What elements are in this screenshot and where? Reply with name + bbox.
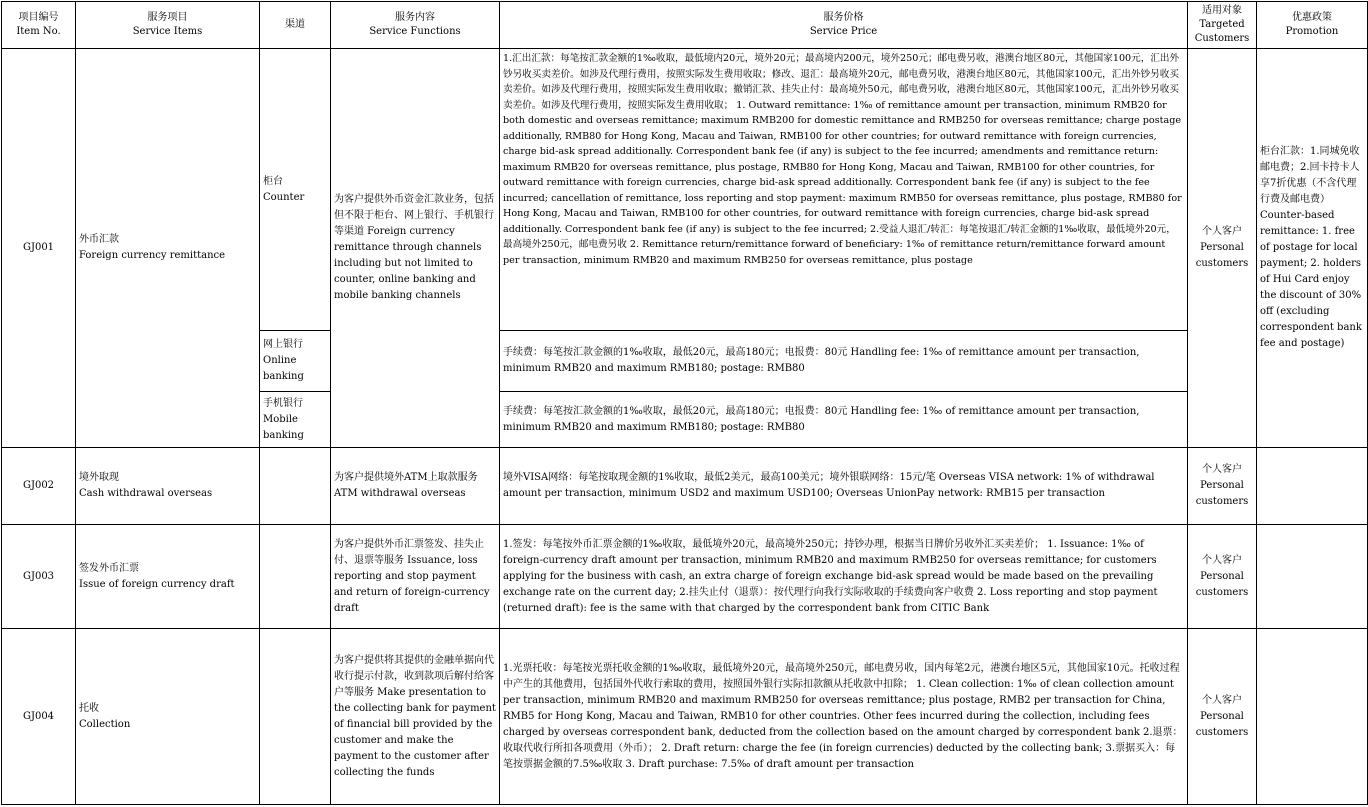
target-customer-cell: 个人客户 Personal customers <box>1188 525 1257 629</box>
table-row <box>2 49 1368 331</box>
item-no-cell: GJ002 <box>2 448 76 525</box>
promotion-cell <box>1257 448 1368 525</box>
table-row <box>2 525 1368 629</box>
channel-cell: 手机银行 Mobile banking <box>260 392 331 448</box>
service-price-cell: 1.光票托收：每笔按光票托收金额的1‰收取，最低境外20元，最高境外250元，邮电费另收，国内每笔2元，港澳台地区5元，其他国家10元。托收过程中产生的其他费用，包括国外代收行索取的费用，按照国外银行实际扣款额从托收款中扣除； 1. Clean collection: 1‰ of clean collection amount per transaction, minimum RMB20 and maximum RMB250 for overseas remittance; plus postage, RMB2 per transaction for China, RMB5 for Hong Kong, Macau and Taiwan, RMB10 for other countries. Other fees incurred during the collection, including fees charged by overseas correspondent bank, deducted from the collection based on the amount charged by correspondent bank 2.退票：收取代收行所扣各项费用（外币）； 2. Draft return: charge the fee (in foreign currencies) deducted by the collecting bank; 3.票据买入：每笔按票据金额的7.5‰收取 3. Draft purchase: 7.5‰ of draft amount per transaction <box>500 629 1188 805</box>
header-item-no: 项目编号 Item No. <box>2 2 76 49</box>
item-no-cell: GJ001 <box>2 49 76 448</box>
service-function-cell: 为客户提供境外ATM上取款服务 ATM withdrawal overseas <box>331 448 500 525</box>
service-function-cell: 为客户提供外币汇票签发、挂失止付、退票等服务 Issuance, loss reporting and stop payment and return of foreign-currency draft <box>331 525 500 629</box>
header-targeted-customers: 适用对象 Targeted Customers <box>1188 2 1257 49</box>
promotion-cell <box>1257 525 1368 629</box>
channel-cell <box>260 448 331 525</box>
header-service-items: 服务项目 Service Items <box>76 2 260 49</box>
channel-cell: 柜台 Counter <box>260 49 331 331</box>
target-customer-cell: 个人客户 Personal customers <box>1188 49 1257 448</box>
header-service-functions: 服务内容 Service Functions <box>331 2 500 49</box>
table-row <box>2 629 1368 805</box>
header-promotion: 优惠政策 Promotion <box>1257 2 1368 49</box>
service-price-cell: 境外VISA网络：每笔按取现金额的1%收取，最低2美元，最高100美元；境外银联网络：15元/笔 Overseas VISA network: 1% of withdrawal amount per transaction, minimum USD2 and maximum USD100; Overseas UnionPay network: RMB15 per transaction <box>500 448 1188 525</box>
service-item-cell: 境外取现 Cash withdrawal overseas <box>76 448 260 525</box>
fee-table <box>1 1 1368 805</box>
target-customer-cell: 个人客户 Personal customers <box>1188 629 1257 805</box>
service-item-cell: 托收 Collection <box>76 629 260 805</box>
table-row <box>2 448 1368 525</box>
promotion-cell: 柜台汇款：1.同城免收邮电费；2.回卡持卡人享7折优惠（不含代理行费及邮电费） Counter-based remittance: 1. free of postage for local payment; 2. holders of Hui Card enjoy the discount of 30% off (excluding correspondent bank fee and postage) <box>1257 49 1368 448</box>
service-price-cell: 1.汇出汇款：每笔按汇款金额的1‰收取，最低境内20元，境外20元；最高境内200元，境外250元；邮电费另收，港澳台地区80元，其他国家100元，汇出外钞另收买卖差价。如涉及代理行费用，按照实际发生费用收取；修改、退汇：最高境外20元，邮电费另收，港澳台地区80元，其他国家100元，汇出外钞另收买卖差价。如涉及代理行费用，按照实际发生费用收取；撤销汇款、挂失止付：最高境外50元，邮电费另收，港澳台地区80元，其他国家100元，汇出外钞另收买卖差价。如涉及代理行费用，按照实际发生费用收取； 1. Outward remittance: 1‰ of remittance amount per transaction, minimum RMB20 for both domestic and overseas remittance; maximum RMB200 for domestic remittance and RMB250 for overseas remittance; charge postage additionally, RMB80 for Hong Kong, Macau and Taiwan, RMB100 for other countries; for outward remittance with foreign currencies, charge bid-ask spread additionally. Correspondent bank fee (if any) is subject to the fee incurred; amendments and remittance return: maximum RMB20 for overseas remittance, plus postage, RMB80 for Hong Kong, Macau and Taiwan, RMB100 for other countries, for outward remittance with foreign currencies, charge bid-ask spread additionally. Correspondent bank fee (if any) is subject to the fee incurred; cancellation of remittance, loss reporting and stop payment: maximum RMB50 for overseas remittance, plus postage, RMB80 for Hong Kong, Macau and Taiwan, RMB100 for other countries, for outward remittance with foreign currencies, charge bid-ask spread additionally. Correspondent bank fee (if any) is subject to the fee incurred; 2.受益人退汇/转汇：每笔按退汇/转汇金额的1‰收取，最低境外20元，最高境外250元，邮电费另收 2. Remittance return/remittance forward of beneficiary: 1‰ of remittance return/remittance forward amount per transaction, minimum RMB20 and maximum RMB250 for overseas remittance, plus postage <box>500 49 1188 331</box>
service-price-cell: 1.签发：每笔按外币汇票金额的1‰收取，最低境外20元，最高境外250元；持钞办理，根据当日牌价另收外汇买卖差价； 1. Issuance: 1‰ of foreign-currency draft amount per transaction, minimum RMB20 and maximum RMB250 for overseas remittance; for customers applying for the business with cash, an extra charge of foreign exchange bid-ask spread would be made based on the prevailing exchange rate on the current day; 2.挂失止付（退票）：按代理行向我行实际收取的手续费向客户收费 2. Loss reporting and stop payment (returned draft): fee is the same with that charged by the correspondent bank from CITIC Bank <box>500 525 1188 629</box>
channel-cell <box>260 525 331 629</box>
target-customer-cell: 个人客户 Personal customers <box>1188 448 1257 525</box>
item-no-cell: GJ004 <box>2 629 76 805</box>
service-price-cell: 手续费：每笔按汇款金额的1‰收取，最低20元，最高180元；电报费：80元 Handling fee: 1‰ of remittance amount per transaction, minimum RMB20 and maximum RMB180; postage: RMB80 <box>500 392 1188 448</box>
service-function-cell: 为客户提供将其提供的金融单据向代收行提示付款，收到款项后解付给客户等服务 Make presentation to the collecting bank for payment of financial bill provided by the customer and make the payment to the customer after collecting the funds <box>331 629 500 805</box>
item-no-cell: GJ003 <box>2 525 76 629</box>
promotion-cell <box>1257 629 1368 805</box>
channel-cell <box>260 629 331 805</box>
service-item-cell: 签发外币汇票 Issue of foreign currency draft <box>76 525 260 629</box>
service-item-cell: 外币汇款 Foreign currency remittance <box>76 49 260 448</box>
service-function-cell: 为客户提供外币资金汇款业务，包括但不限于柜台、网上银行、手机银行等渠道 Foreign currency remittance through channels including but not limited to counter, online banking and mobile banking channels <box>331 49 500 448</box>
header-service-price: 服务价格 Service Price <box>500 2 1188 49</box>
channel-cell: 网上银行 Online banking <box>260 331 331 392</box>
header-row <box>2 2 1368 49</box>
service-price-cell: 手续费：每笔按汇款金额的1‰收取，最低20元，最高180元；电报费：80元 Handling fee: 1‰ of remittance amount per transaction, minimum RMB20 and maximum RMB180; postage: RMB80 <box>500 331 1188 392</box>
header-channel: 渠道 <box>260 2 331 49</box>
